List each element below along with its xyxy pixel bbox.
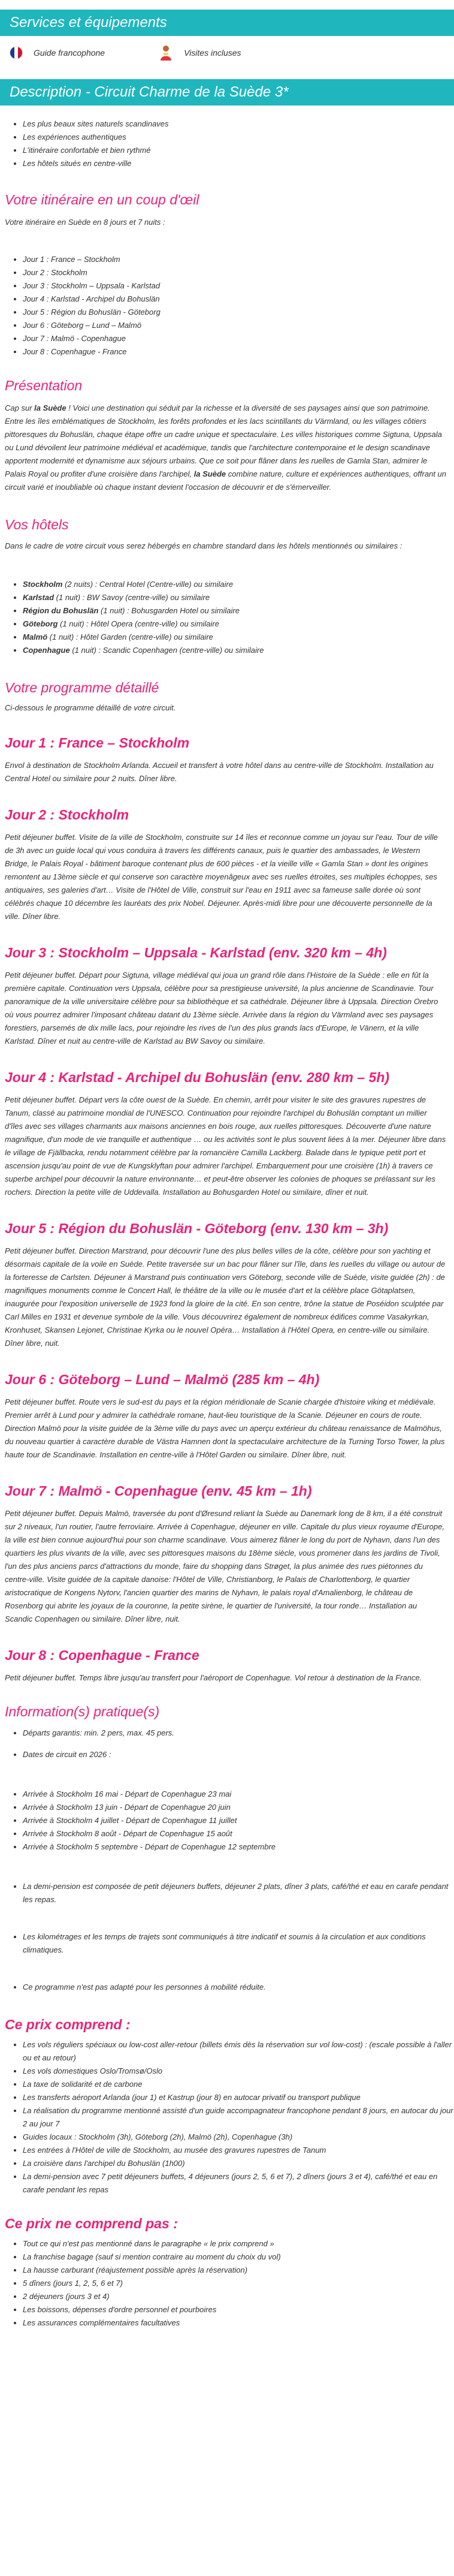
list-item: • Région du Bohuslän (1 nuit) : Bohusgarden Hotel ou similaire [23,604,454,617]
day-title: Jour 1 : France – Stockholm [5,735,190,751]
feature-guide [10,46,105,59]
itinerary-intro: Votre itinéraire en Suède en 8 jours et 7 nuits : [5,218,165,227]
list-item: • Arrivée à Stockholm 4 juillet - Départ de Copenhague 11 juillet [23,1814,454,1827]
section-title-infos: Information(s) pratique(s) [5,1704,160,1719]
circuit-banner: Description - Circuit Charme de la Suède 3* [0,79,454,106]
section-title-programme: Votre programme détaillé [5,680,159,695]
french-flag-icon [10,46,23,59]
day-title: Jour 2 : Stockholm [5,807,129,822]
list-item: • Jour 3 : Stockholm – Uppsala - Karlstad [23,279,454,293]
feature-label: Visites incluses [184,48,241,58]
list-item: • Les kilométrages et les temps de trajets sont communiqués à titre indicatif et soumis à la circulation et aux conditions climatiques. [23,1930,454,1957]
person-icon [159,44,173,61]
day-title: Jour 8 : Copenhague - France [5,1647,199,1663]
list-item: • L'itinéraire confortable et bien rythmé [23,144,454,157]
list-item: • Les plus beaux sites naturels scandinaves [23,117,454,131]
list-item: • Tout ce qui n'est pas mentionné dans le paragraphe « le prix comprend » [23,2237,454,2250]
list-item: • Jour 5 : Région du Bohuslän - Göteborg [23,306,454,319]
highlights-list [0,106,454,170]
list-item: • Jour 2 : Stockholm [23,266,454,279]
day-text: Petit déjeuner buffet. Route vers le sud-est du pays et la région méridionale de Scanie chargée d'histoire viking et médiévale. Premier arrêt à Lund pour y admirer la cathédrale romane, haut-lieu touristique de la Scanie. Déjeuner en cours de route. Direction Malmö pour la visite guidée de la 3ème ville du pays avec un aperçu extérieur du château renaissance de Malmöhus, du nouveau quartier à caractère durable de Västra Hamnen dont la spectaculaire architecture de la Turning Torso Tower, la plus haute tour de Scandinavie. Installation en centre-ville à l'Hôtel Garden ou similaire. Dîner libre, nuit. [5,1397,445,1459]
section-title-hotels: Vos hôtels [5,517,69,532]
day-text: Petit déjeuner buffet. Départ pour Sigtuna, village médiéval qui joua un grand rôle dans l'Histoire de la Suède : elle en fût la première capitale. Continuation vers Uppsala, célèbre pour sa prestigieuse université, la plus ancienne de Scandinavie. Tour panoramique de la ville universitaire célèbre pour sa bibliothèque et sa cathédrale. Déjeuner libre à Uppsala. Direction Orebro où vous pourrez admirer l'imposant château datant du 13ème siècle. Arrivée dans la région du Värmland avec ses paysages forestiers, parsemés de dix mille lacs, pour rejoindre les rives de l'un des plus grands lacs d'Europe, le Vänern, et la ville Karlstad. Dîner et nuit au centre-ville de Karlstad au BW Savoy ou similaire. [5,971,438,1046]
list-item: • Dates de circuit en 2026 : [23,1748,454,1761]
notes-list [0,1880,454,1994]
list-item: • Arrivée à Stockholm 16 mai - Départ de Copenhague 23 mai [23,1788,454,1801]
list-item: • Copenhague (1 nuit) : Scandic Copenhagen (centre-ville) ou similaire [23,644,454,657]
section-title-inclus: Ce prix comprend : [5,2017,131,2032]
list-item: • Jour 1 : France – Stockholm [23,253,454,266]
day-section [0,734,454,785]
day-text: Petit déjeuner buffet. Direction Marstrand, pour découvrir l'une des plus belles villes de la côte, célèbre pour son yachting et désormais capitale de la voile en Suède. Petite traversée sur un bac pour flâner sur l'île, dans les ruelles du village ou autour de la forteresse de Carlsten. Déjeuner à Marstrand puis continuation vers Göteborg, seconde ville de Suède, visite guidée (2h) : de magnifiques monuments comme le Concert Hall, le théâtre de la ville ou le musée d'art et la célèbre place Götaplatsen, inaugurée pour l'exposition universelle de 1923 fond la gloire de la cité. En son centre, trône la statue de Poséidon sculptée par Carl Milles en 1931 et devenue symbole de la ville. Vous découvrirez également de nombreux édifices comme Vasakyrkan, Kronhuset, Skansen Lejonet, Christinae Kyrka ou le nouvel Opéra… Installation à l'Hôtel Opera, en centre-ville ou similaire. Dîner libre, nuit. [5,1246,446,1348]
list-item: • Jour 8 : Copenhague - France [23,345,454,358]
section-title-presentation: Présentation [5,378,83,393]
list-item: • Arrivée à Stockholm 13 juin - Départ de Copenhague 20 juin [23,1801,454,1814]
list-item: • Les assurances complémentaires facultatives [23,2316,454,2330]
non-inclus-list [0,2237,454,2330]
list-item: • Les boissons, dépenses d'ordre personnel et pourboires [23,2303,454,2316]
programme-days [0,734,454,1685]
list-item: • La hausse carburant (réajustement possible après la réservation) [23,2264,454,2277]
list-item: • Arrivée à Stockholm 5 septembre - Départ de Copenhague 12 septembre [23,1840,454,1854]
list-item: • La franchise bagage (sauf si mention contraire au moment du choix du vol) [23,2250,454,2264]
list-item: • La réalisation du programme mentionné assisté d'un guide accompagnateur francophone pendant 8 jours, en autocar du jour 2 au jour 7 [23,2104,454,2131]
programme-intro: Ci-dessous le programme détaillé de votre circuit. [5,703,176,712]
infos-list [0,1727,454,1761]
feature-label: Guide francophone [34,48,105,58]
day-text: Petit déjeuner buffet. Départ vers la côte ouest de la Suède. En chemin, arrêt pour visiter le site des gravures rupestres de Tanum, classé au patrimoine mondial de l'UNESCO. Continuation pour rejoindre l'archipel du Bohuslän comptant un millier d'îles avec ses villages charmants aux maisons anciennes en bois rouge, aux ruelles pittoresques. Découverte d'une nature magnifique, d'un mode de vie tranquille et authentique … ou les activités sont le plus souvent liées à la mer. Déjeuner libre dans le village de Fjällbacka, rendu notamment célèbre par la romancière Camilla Lackberg. Balade dans le typique petit port et ascension jusqu'au point de vue de Kungsklyftan pour admirer l'archipel. Embarquement pour une croisière (1h) à travers ce superbe archipel pour découvrir la nature environnante… et peut-être observer les colonies de phoques se prélassant sur les rochers. Direction la petite ville de Uddevalla. Installation au Bohusgarden Hotel ou similaire, dîner et nuit. [5,1095,446,1197]
list-item: • 2 déjeuners (jours 3 et 4) [23,2290,454,2303]
list-item: • La taxe de solidarité et de carbone [23,2078,454,2091]
list-item: • Les transferts aéroport Arlanda (jour 1) et Kastrup (jour 8) en autocar privatif ou transport publique [23,2091,454,2104]
hotels-intro: Dans le cadre de votre circuit vous serez hébergés en chambre standard dans les hôtels mentionnés ou similaires : [5,541,402,550]
list-item: • Malmö (1 nuit) : Hôtel Garden (centre-ville) ou similaire [23,631,454,644]
list-item: • Les hôtels situés en centre-ville [23,157,454,170]
list-item: • Stockholm (2 nuits) : Central Hotel (Centre-ville) ou similaire [23,578,454,591]
list-item: • Les vols domestiques Oslo/Tromsø/Oslo [23,2065,454,2078]
day-section [0,1370,454,1462]
day-title: Jour 4 : Karlstad - Archipel du Bohuslän (env. 280 km – 5h) [5,1069,390,1085]
list-item: • Départs garantis: min. 2 pers, max. 45 pers. [23,1727,454,1740]
features-row [0,42,454,64]
section-title-itinerary: Votre itinéraire en un coup d'œil [5,192,199,207]
day-title: Jour 6 : Göteborg – Lund – Malmö (285 km – 4h) [5,1372,320,1387]
list-item: • Guides locaux : Stockholm (3h), Göteborg (2h), Malmö (2h), Copenhague (3h) [23,2131,454,2144]
itinerary-days-list [0,253,454,358]
day-text: Envol à destination de Stockholm Arlanda. Accueil et transfert à votre hôtel dans au centre-ville de Stockholm. Installation au Central Hotel ou similaire pour 2 nuits. Dîner libre. [5,761,434,783]
list-item: • Ce programme n'est pas adapté pour les personnes à mobilité réduite. [23,1981,454,1994]
list-item: • Arrivée à Stockholm 8 août - Départ de Copenhague 15 août [23,1827,454,1840]
list-item: • La croisière dans l'archipel du Bohuslän (1h00) [23,2157,454,2170]
day-title: Jour 5 : Région du Bohuslän - Göteborg (env. 130 km – 3h) [5,1221,389,1236]
list-item: • La demi-pension avec 7 petit déjeuners buffets, 4 déjeuners (jours 2, 5, 6 et 7), 2 dîners (jours 3 et 4), café/thé et eau en carafe pendant les repas [23,2170,454,2197]
list-item: • La demi-pension est composée de petit déjeuners buffets, déjeuner 2 plats, dîner 3 plats, café/thé et eau en carafe pendant les repas. [23,1880,454,1906]
inclus-list [0,2038,454,2197]
day-section [0,806,454,923]
day-text: Petit déjeuner buffet. Visite de la ville de Stockholm, construite sur 14 îles et reconnue comme un joyau sur l'eau. Tour de ville de 3h avec un guide local qui vous conduira à travers les différents canaux, puis le quartier des ambassades, le Western Bridge, le Palais Royal - bâtiment baroque contenant plus de 600 pièces - et la vieille ville « Gamla Stan » dont les origines remontent au 13ème siècle et qui conserve son caractère moyenâgeux avec ses ruelles étroites, ses multiples échoppes, ses antiquaires, ses galeries d'art… Visite de l'Hôtel de Ville, construit sur l'eau en 1911 avec sa fameuse salle dorée où sont célébrés chaque 10 décembre les lauréats des prix Nobel. Déjeuner. Après-midi libre pour une découverte personnelle de la ville. Dîner libre. [5,833,438,921]
day-section [0,1482,454,1626]
list-item: • 5 dîners (jours 1, 2, 5, 6 et 7) [23,2277,454,2290]
presentation-text: Cap sur la Suède ! Voici une destination qui séduit par la richesse et la diversité de ses paysages ainsi que son patrimoine. Entre les îles emblématiques de Stockholm, les forêts profondes et les lacs scintillants du Värmland, ou les villages côtiers pittoresques du Bohuslän, chaque étape offre un cadre unique et spectaculaire. Les villes historiques comme Sigtuna, Uppsala ou Lund dévoilent leur patrimoine médiéval et académique, tandis que l'architecture contemporaine et le design scandinave apportent modernité et dynamisme aux séjours urbains. Que ce soit pour flâner dans les ruelles de Gamla Stan, admirer le Palais Royal ou profiter d'une croisière dans l'archipel, la Suède combine nature, culture et expériences authentiques, offrant un circuit varié et inoubliable où chaque instant devient l'occasion de découvrir et de s'émerveiller. [5,403,446,492]
list-item: • Les expériences authentiques [23,131,454,144]
day-title: Jour 7 : Malmö - Copenhague (env. 45 km – 1h) [5,1483,312,1499]
dates-list [0,1788,454,1854]
list-item: • Les entrées à l'Hôtel de ville de Stockholm, au musée des gravures rupestres de Tanum [23,2144,454,2157]
section-title-non-inclus: Ce prix ne comprend pas : [5,2216,178,2231]
day-title: Jour 3 : Stockholm – Uppsala - Karlstad (env. 320 km – 4h) [5,945,387,960]
list-item: • Jour 7 : Malmö - Copenhague [23,332,454,345]
feature-visits [159,44,241,61]
list-item: • Jour 6 : Göteborg – Lund – Malmö [23,319,454,332]
hotels-list [0,578,454,657]
list-item: • Göteborg (1 nuit) : Hôtel Opera (centre-ville) ou similaire [23,617,454,631]
day-section [0,1068,454,1199]
services-banner: Services et équipements [0,10,454,36]
list-item: • Jour 4 : Karlstad - Archipel du Bohuslän [23,293,454,306]
day-section [0,944,454,1048]
day-section [0,1646,454,1685]
day-text: Petit déjeuner buffet. Depuis Malmö, traversée du pont d'Øresund reliant la Suède au Danemark long de 8 km, il a été construit sur 2 niveaux, l'un routier, l'autre ferroviaire. Arrivée à Copenhague, déjeuner en ville. Capitale du plus vieux royaume d'Europe, la ville est bien connue aujourd'hui pour son charme scandinave. Vous aimerez flâner le long du port de Nyhavn, dans l'un des quartiers les plus vivants de la ville, avec ses pittoresques maisons du 18ème siècle, vous promener dans les jardins de Tivoli, l'un des plus anciens parcs d'attractions du monde, faire du shopping dans Strøget, la plus animée des rues piétonnes du centre-ville. Visite guidée de la capitale danoise: l'Hôtel de Ville, Christianborg, le Palais de Charlottenborg, le quartier aristocratique de Kongens Nytorv, l'ancien quartier des marins de Nyhavn, le palais royal d'Amalienborg, le château de Rosenborg qui abrite les joyaux de la couronne, la petite sirène, le quartier de l'université, la tour ronde… Installation au Scandic Copenhagen ou similaire. Dîner libre, nuit. [5,1509,444,1623]
list-item: • Les vols réguliers spéciaux ou low-cost aller-retour (billets émis dès la réservation sur vol low-cost) : (escale possible à l'aller ou et au retour) [23,2038,454,2065]
day-section [0,1219,454,1350]
list-item: • Karlstad (1 nuit) : BW Savoy (centre-ville) ou similaire [23,591,454,604]
day-text: Petit déjeuner buffet. Temps libre jusqu'au transfert pour l'aéroport de Copenhague. Vol retour à destination de la France. [5,1673,422,1682]
